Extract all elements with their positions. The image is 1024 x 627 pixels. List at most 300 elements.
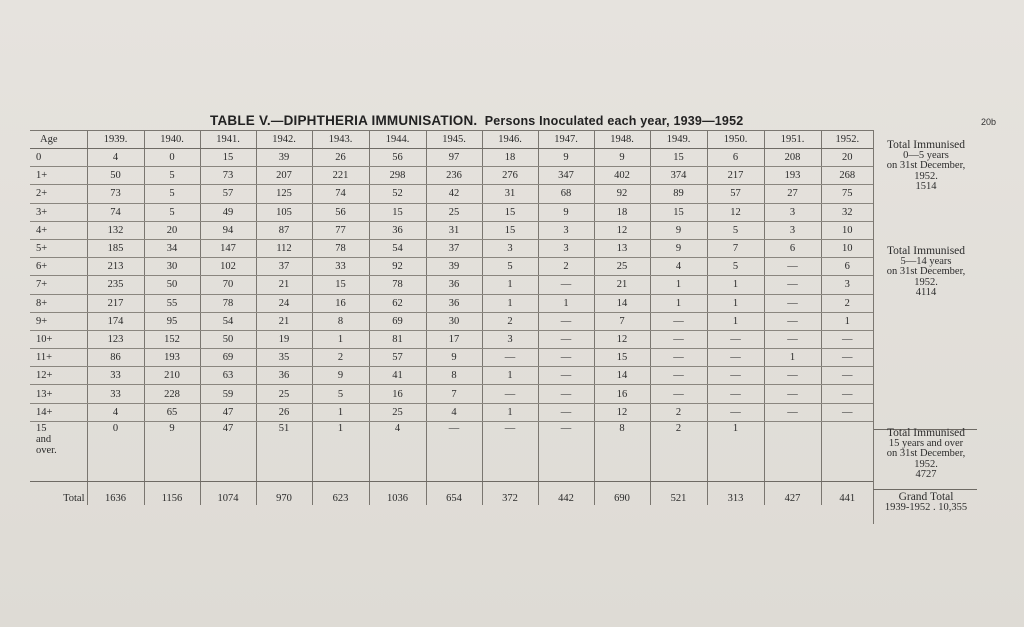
note-line: 0—5 years [903, 149, 949, 161]
value-cell: 208 [764, 149, 821, 167]
header-year: 1951. [764, 131, 821, 149]
header-year: 1940. [144, 131, 200, 149]
note-line: Grand Total [898, 491, 954, 503]
value-cell: 2 [650, 403, 707, 421]
header-year: 1942. [256, 131, 312, 149]
table-row [30, 221, 873, 239]
value-cell: — [764, 385, 821, 403]
value-cell: 47 [200, 403, 256, 421]
value-cell: 15 [312, 276, 369, 294]
value-cell: 10 [821, 221, 873, 239]
value-cell: 2 [482, 312, 538, 330]
value-cell: 92 [594, 185, 650, 203]
value-cell: 50 [144, 276, 200, 294]
value-cell: 105 [256, 203, 312, 221]
age-line: 15 [36, 422, 47, 434]
table-row [30, 167, 873, 185]
value-cell: 374 [650, 167, 707, 185]
value-cell: 8 [594, 421, 650, 481]
note-line: Total Immunised [886, 139, 966, 151]
value-cell: 42 [426, 185, 482, 203]
note-line: 4114 [915, 287, 937, 298]
age-cell: 12+ [30, 367, 87, 385]
note-line: on 31st December, [886, 160, 966, 171]
value-cell: 402 [594, 167, 650, 185]
value-cell: — [538, 312, 594, 330]
value-cell: 1 [482, 294, 538, 312]
value-cell: 15 [482, 203, 538, 221]
value-cell: 5 [312, 385, 369, 403]
note-line: 1952. [914, 276, 938, 288]
age-cell: 6+ [30, 258, 87, 276]
value-cell: 1 [707, 294, 764, 312]
value-cell: 12 [594, 221, 650, 239]
value-cell: — [538, 385, 594, 403]
value-cell: — [764, 258, 821, 276]
value-cell: — [426, 421, 482, 481]
total-cell: 372 [482, 481, 538, 505]
note-age5to14 [873, 246, 978, 299]
total-label: Total [63, 492, 85, 504]
value-cell: 59 [200, 385, 256, 403]
value-cell: 5 [707, 258, 764, 276]
value-cell: 228 [144, 385, 200, 403]
value-cell: 174 [87, 312, 144, 330]
value-cell: 73 [200, 167, 256, 185]
note-line: 15 years and over [888, 437, 964, 449]
value-cell: 2 [312, 349, 369, 367]
value-cell: 9 [538, 149, 594, 167]
value-cell: 37 [256, 258, 312, 276]
value-cell: 207 [256, 167, 312, 185]
value-cell: 26 [256, 403, 312, 421]
value-cell: 56 [312, 203, 369, 221]
value-cell: 70 [200, 276, 256, 294]
age-cell [30, 421, 87, 481]
value-cell: 185 [87, 239, 144, 257]
value-cell: 3 [538, 239, 594, 257]
value-cell: — [538, 349, 594, 367]
value-cell: 217 [87, 294, 144, 312]
value-cell: 1 [482, 367, 538, 385]
value-cell: 102 [200, 258, 256, 276]
value-cell: 31 [426, 221, 482, 239]
value-cell: 63 [200, 367, 256, 385]
value-cell: 73 [87, 185, 144, 203]
table-row-15-and-over [30, 421, 873, 481]
value-cell: 8 [312, 312, 369, 330]
value-cell: — [650, 385, 707, 403]
value-cell: 54 [200, 312, 256, 330]
value-cell: — [707, 330, 764, 348]
value-cell: — [764, 367, 821, 385]
value-cell: 25 [369, 403, 426, 421]
table-number: TABLE V. [210, 113, 271, 128]
value-cell: 6 [821, 258, 873, 276]
value-cell: 74 [87, 203, 144, 221]
value-cell: 78 [312, 239, 369, 257]
value-cell: 10 [821, 239, 873, 257]
title-dash: — [270, 114, 284, 128]
value-cell: 19 [256, 330, 312, 348]
note-line: 5—14 years [900, 255, 952, 267]
value-cell: 3 [764, 203, 821, 221]
value-cell: 77 [312, 221, 369, 239]
table-row [30, 149, 873, 167]
note-line: 1939-1952 . 10,355 [884, 501, 968, 513]
value-cell: 5 [144, 167, 200, 185]
note-line: 4727 [915, 469, 937, 480]
value-cell: 9 [426, 349, 482, 367]
note-line: on 31st December, [886, 266, 966, 277]
value-cell: 74 [312, 185, 369, 203]
header-row [30, 131, 873, 149]
value-cell: 33 [87, 385, 144, 403]
value-cell: 36 [426, 294, 482, 312]
header-year: 1941. [200, 131, 256, 149]
value-cell: 5 [144, 185, 200, 203]
value-cell: 1 [312, 330, 369, 348]
total-cell: 427 [764, 481, 821, 505]
value-cell: 50 [200, 330, 256, 348]
value-cell: 95 [144, 312, 200, 330]
value-cell: 36 [256, 367, 312, 385]
value-cell: 15 [482, 221, 538, 239]
table-row [30, 403, 873, 421]
value-cell: 55 [144, 294, 200, 312]
table-row [30, 385, 873, 403]
value-cell: 193 [764, 167, 821, 185]
total-cell: 1636 [87, 481, 144, 505]
value-cell: 62 [369, 294, 426, 312]
age-cell: 0 [30, 149, 87, 167]
value-cell: 57 [369, 349, 426, 367]
value-cell: — [764, 312, 821, 330]
value-cell: 18 [594, 203, 650, 221]
total-cell: 313 [707, 481, 764, 505]
value-cell: 57 [200, 185, 256, 203]
value-cell: 4 [369, 421, 426, 481]
table-title [210, 113, 743, 128]
age-line: and [36, 433, 52, 445]
value-cell: 34 [144, 239, 200, 257]
value-cell: — [707, 385, 764, 403]
value-cell: 24 [256, 294, 312, 312]
value-cell: 1 [764, 349, 821, 367]
header-year: 1943. [312, 131, 369, 149]
value-cell: 5 [707, 221, 764, 239]
header-year: 1946. [482, 131, 538, 149]
header-year: 1945. [426, 131, 482, 149]
value-cell: 9 [144, 421, 200, 481]
age-cell: 4+ [30, 221, 87, 239]
value-cell: 193 [144, 349, 200, 367]
header-year: 1948. [594, 131, 650, 149]
value-cell: 69 [200, 349, 256, 367]
total-cell: 1156 [144, 481, 200, 505]
value-cell: 7 [594, 312, 650, 330]
total-cell: 1074 [200, 481, 256, 505]
value-cell: 12 [594, 403, 650, 421]
value-cell: — [821, 367, 873, 385]
value-cell: 0 [144, 149, 200, 167]
value-cell: 9 [650, 221, 707, 239]
value-cell: 1 [707, 276, 764, 294]
value-cell: — [821, 349, 873, 367]
value-cell: 1 [821, 312, 873, 330]
value-cell: 125 [256, 185, 312, 203]
header-year: 1939. [87, 131, 144, 149]
value-cell: 12 [707, 203, 764, 221]
age-cell: 3+ [30, 203, 87, 221]
value-cell: 15 [650, 203, 707, 221]
age-cell: 14+ [30, 403, 87, 421]
value-cell: 31 [482, 185, 538, 203]
value-cell: 49 [200, 203, 256, 221]
value-cell: 86 [87, 349, 144, 367]
value-cell: 1 [312, 421, 369, 481]
page-number: 20b [981, 117, 997, 127]
header-age: Age [30, 131, 87, 149]
value-cell: — [538, 330, 594, 348]
value-cell: — [650, 349, 707, 367]
value-cell: 69 [369, 312, 426, 330]
note-line: 1514 [915, 181, 937, 192]
value-cell: 268 [821, 167, 873, 185]
value-cell: 16 [312, 294, 369, 312]
value-cell: — [538, 403, 594, 421]
value-cell: 16 [594, 385, 650, 403]
value-cell: 15 [200, 149, 256, 167]
table-row [30, 349, 873, 367]
total-cell: 654 [426, 481, 482, 505]
total-cell: 521 [650, 481, 707, 505]
value-cell: 21 [256, 312, 312, 330]
age-cell: 10+ [30, 330, 87, 348]
value-cell: 51 [256, 421, 312, 481]
value-cell: 7 [426, 385, 482, 403]
value-cell: 210 [144, 367, 200, 385]
value-cell: 1 [707, 312, 764, 330]
value-cell: 15 [650, 149, 707, 167]
age-cell: 8+ [30, 294, 87, 312]
value-cell: 152 [144, 330, 200, 348]
value-cell [821, 421, 873, 481]
value-cell: — [650, 330, 707, 348]
value-cell: 1 [707, 421, 764, 481]
value-cell: 4 [650, 258, 707, 276]
value-cell: 147 [200, 239, 256, 257]
value-cell: 3 [482, 239, 538, 257]
value-cell: 89 [650, 185, 707, 203]
value-cell: — [821, 385, 873, 403]
value-cell: 9 [312, 367, 369, 385]
value-cell: 8 [426, 367, 482, 385]
value-cell: — [538, 276, 594, 294]
value-cell: 112 [256, 239, 312, 257]
value-cell: 94 [200, 221, 256, 239]
value-cell: 1 [482, 403, 538, 421]
value-cell: 16 [369, 385, 426, 403]
value-cell: 35 [256, 349, 312, 367]
note-line: 1952. [914, 458, 938, 470]
value-cell: 33 [312, 258, 369, 276]
value-cell: 25 [256, 385, 312, 403]
value-cell [764, 421, 821, 481]
header-year: 1947. [538, 131, 594, 149]
age-line: over. [36, 444, 57, 456]
value-cell: — [707, 403, 764, 421]
value-cell: — [764, 276, 821, 294]
value-cell: 33 [87, 367, 144, 385]
value-cell: 54 [369, 239, 426, 257]
age-cell: 13+ [30, 385, 87, 403]
value-cell: — [482, 349, 538, 367]
value-cell: — [538, 367, 594, 385]
value-cell: 18 [482, 149, 538, 167]
value-cell: 6 [764, 239, 821, 257]
note-line: Total Immunised [886, 245, 966, 257]
value-cell: 39 [256, 149, 312, 167]
value-cell: — [821, 330, 873, 348]
value-cell: 15 [594, 349, 650, 367]
value-cell: 78 [369, 276, 426, 294]
value-cell: 36 [369, 221, 426, 239]
value-cell: 298 [369, 167, 426, 185]
note-under5 [873, 140, 978, 193]
value-cell: 2 [821, 294, 873, 312]
value-cell: 5 [482, 258, 538, 276]
value-cell: 87 [256, 221, 312, 239]
value-cell: — [482, 421, 538, 481]
total-cell: 623 [312, 481, 369, 505]
total-cell: 970 [256, 481, 312, 505]
value-cell: 26 [312, 149, 369, 167]
age-cell: 5+ [30, 239, 87, 257]
value-cell: 1 [650, 276, 707, 294]
age-cell: 1+ [30, 167, 87, 185]
value-cell: 97 [426, 149, 482, 167]
value-cell: 56 [369, 149, 426, 167]
table-row [30, 312, 873, 330]
value-cell: 9 [650, 239, 707, 257]
value-cell: 13 [594, 239, 650, 257]
value-cell: — [764, 330, 821, 348]
value-cell: 7 [707, 239, 764, 257]
value-cell: 36 [426, 276, 482, 294]
value-cell: 1 [482, 276, 538, 294]
table-row [30, 258, 873, 276]
value-cell: — [707, 367, 764, 385]
value-cell: 2 [538, 258, 594, 276]
value-cell: 347 [538, 167, 594, 185]
header-year: 1950. [707, 131, 764, 149]
note-line: 1952. [914, 170, 938, 182]
value-cell: 0 [87, 421, 144, 481]
value-cell: 14 [594, 367, 650, 385]
value-cell: 39 [426, 258, 482, 276]
value-cell: 30 [144, 258, 200, 276]
value-cell: 221 [312, 167, 369, 185]
value-cell: 75 [821, 185, 873, 203]
value-cell: 21 [594, 276, 650, 294]
value-cell: — [650, 312, 707, 330]
value-cell: 78 [200, 294, 256, 312]
table-row [30, 276, 873, 294]
value-cell: 2 [650, 421, 707, 481]
value-cell: 235 [87, 276, 144, 294]
value-cell: 3 [482, 330, 538, 348]
value-cell: — [764, 294, 821, 312]
value-cell: 20 [144, 221, 200, 239]
value-cell: 123 [87, 330, 144, 348]
value-cell: 37 [426, 239, 482, 257]
note-line: Total Immunised [886, 427, 966, 439]
value-cell: 236 [426, 167, 482, 185]
table-row [30, 185, 873, 203]
value-cell: 12 [594, 330, 650, 348]
value-cell: 1 [312, 403, 369, 421]
table-row [30, 239, 873, 257]
title-main: DIPHTHERIA IMMUNISATION. [283, 113, 478, 128]
value-cell: 20 [821, 149, 873, 167]
value-cell: 21 [256, 276, 312, 294]
value-cell: 25 [426, 203, 482, 221]
note-grand-total [873, 492, 978, 513]
value-cell: 132 [87, 221, 144, 239]
table-row [30, 203, 873, 221]
value-cell: 15 [369, 203, 426, 221]
value-cell: 3 [538, 221, 594, 239]
note-over15 [873, 428, 978, 481]
table-row [30, 367, 873, 385]
value-cell: — [821, 403, 873, 421]
value-cell: 65 [144, 403, 200, 421]
value-cell: 6 [707, 149, 764, 167]
total-cell: 442 [538, 481, 594, 505]
value-cell: 25 [594, 258, 650, 276]
value-cell: 217 [707, 167, 764, 185]
value-cell: 81 [369, 330, 426, 348]
side-divider [873, 489, 977, 490]
totals-row [30, 481, 873, 505]
table-body [30, 149, 873, 505]
value-cell: 4 [426, 403, 482, 421]
value-cell: 4 [87, 403, 144, 421]
value-cell: 27 [764, 185, 821, 203]
value-cell: 4 [87, 149, 144, 167]
value-cell: 50 [87, 167, 144, 185]
value-cell: — [650, 367, 707, 385]
value-cell: 52 [369, 185, 426, 203]
total-cell: 441 [821, 481, 873, 505]
immunisation-table [30, 130, 873, 505]
value-cell: 276 [482, 167, 538, 185]
value-cell: 17 [426, 330, 482, 348]
title-subtitle: Persons Inoculated each year, 1939—1952 [484, 114, 744, 128]
value-cell: 32 [821, 203, 873, 221]
value-cell: 1 [650, 294, 707, 312]
value-cell: 9 [594, 149, 650, 167]
value-cell: 92 [369, 258, 426, 276]
value-cell: — [482, 385, 538, 403]
value-cell: — [707, 349, 764, 367]
total-cell: 1036 [369, 481, 426, 505]
age-cell: 7+ [30, 276, 87, 294]
value-cell: 68 [538, 185, 594, 203]
value-cell: 41 [369, 367, 426, 385]
table-row [30, 330, 873, 348]
